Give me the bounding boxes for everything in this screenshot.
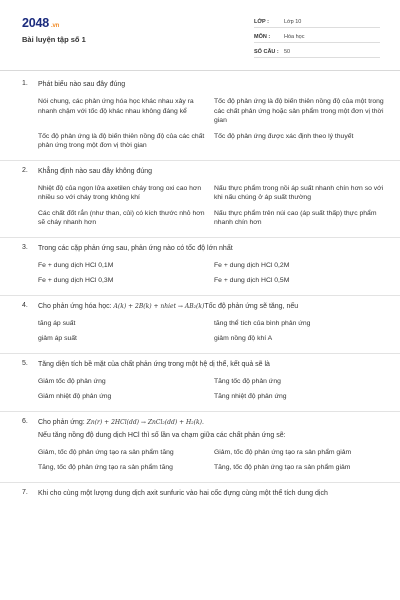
answer-option[interactable]: Giảm, tốc độ phản ứng tạo ra sản phẩm tăng: [38, 448, 174, 456]
header-divider: [0, 70, 400, 71]
question-divider: [0, 353, 400, 354]
question-divider: [0, 482, 400, 483]
meta-key: LỚP :: [254, 18, 269, 25]
question-number: 1.: [22, 80, 28, 87]
site-logo[interactable]: [22, 16, 59, 30]
answer-option[interactable]: Tốc độ phản ứng được xác định theo lý thuyết: [214, 132, 354, 140]
logo-suffix: .vn: [51, 23, 60, 29]
question-stem: Phát biểu nào sau đây đúng: [38, 81, 126, 88]
question-divider: [0, 160, 400, 161]
question-number: 6.: [22, 417, 28, 425]
question-divider: [0, 295, 400, 296]
answer-option[interactable]: Tốc độ phản ứng là độ biến thiên nồng độ của một trong các chất phản ứng hoặc sản phẩm trong một đơn vị thời gian: [214, 98, 384, 124]
question-stem-line2: Nếu tăng nồng độ dung dịch HCl thì số lần va chạm giữa các chất phản ứng sẽ:: [38, 431, 286, 439]
question-stem: [38, 418, 384, 428]
question-stem: Tăng diện tích bề mặt của chất phản ứng trong một hệ dị thể, kết quả sẽ là: [38, 360, 270, 368]
meta-key: MÔN :: [254, 33, 271, 40]
answer-option[interactable]: Tăng tốc độ phản ứng: [214, 377, 281, 385]
answer-option[interactable]: Nói chung, các phản ứng hóa học khác nhau xảy ra nhanh chậm với tốc độ khác nhau không đáng kể: [38, 98, 194, 115]
answer-option[interactable]: Fe + dung dịch HCl 0,2M: [214, 261, 290, 269]
answer-options: [38, 181, 384, 231]
worksheet-header: [0, 0, 400, 64]
question-1: [0, 80, 400, 154]
answer-option[interactable]: Giảm nhiệt độ phản ứng: [38, 393, 112, 400]
answer-option[interactable]: Tăng nhiệt độ phản ứng: [214, 393, 287, 400]
answer-option[interactable]: Nấu thực phẩm trong nồi áp suất nhanh chín hơn so với khi nấu chúng ở áp suất thường: [214, 184, 384, 201]
question-4: [0, 302, 400, 347]
meta-row-class: [254, 16, 380, 28]
meta-row-subject: [254, 31, 380, 43]
question-stem: [38, 302, 384, 312]
answer-options: [38, 316, 384, 347]
question-stem: Khẳng định nào sau đây không đúng: [38, 167, 153, 175]
worksheet-title: Bài luyện tập số 1: [22, 35, 86, 44]
question-divider: [0, 411, 400, 412]
answer-option[interactable]: Fe + dung dịch HCl 0,1M: [38, 261, 114, 269]
question-number: 5.: [22, 359, 28, 367]
answer-option[interactable]: Tốc độ phản ứng là độ biến thiên nồng độ của các chất phản ứng trong một đơn vị thời gian: [38, 132, 205, 149]
meta-value: Lớp 10: [284, 18, 302, 25]
answer-option[interactable]: Các chất đốt rắn (như than, củi) có kích thước nhỏ hơn sẽ cháy nhanh hơn: [38, 209, 205, 226]
question-divider: [0, 237, 400, 238]
reaction-equation: Zn(r) + 2HCl(dd) → ZnCl₂(dd) + H₂(k).: [86, 418, 204, 426]
question-number: 4.: [22, 301, 28, 309]
stem-text: Tốc độ phản ứng sẽ tăng, nếu: [204, 302, 299, 310]
answer-option[interactable]: tăng áp suất: [38, 319, 76, 327]
question-6: [0, 418, 400, 476]
answer-option[interactable]: tăng thể tích của bình phản ứng: [214, 319, 311, 327]
meta-value: Hóa học: [284, 33, 305, 40]
question-3: [0, 244, 400, 289]
answer-option[interactable]: Giảm tốc độ phản ứng: [38, 377, 106, 385]
worksheet-meta: [254, 16, 380, 61]
question-list: [0, 80, 400, 499]
answer-option[interactable]: Tăng, tốc độ phản ứng tạo ra sản phẩm giảm: [214, 464, 351, 471]
reaction-equation: A(k) + 2B(k) + nhiet → AB₂(k): [113, 302, 205, 310]
question-7: [0, 489, 400, 499]
question-number: 2.: [22, 166, 28, 174]
stem-text: Cho phản ứng:: [38, 418, 87, 426]
logo-main: 2048: [22, 16, 50, 30]
answer-options: [38, 94, 384, 154]
question-stem: Trong các cặp phản ứng sau, phản ứng nào có tốc độ lớn nhất: [38, 244, 233, 252]
meta-value: 50: [284, 48, 291, 55]
answer-option[interactable]: giảm nồng độ khí A: [214, 335, 273, 342]
stem-text: Cho phản ứng hóa học:: [38, 302, 114, 310]
answer-option[interactable]: Nấu thực phẩm trên núi cao (áp suất thấp) thực phẩm nhanh chín hơn: [214, 209, 377, 226]
answer-options: [38, 374, 384, 405]
question-number: 3.: [22, 243, 28, 251]
question-5: [0, 360, 400, 405]
answer-options: [38, 258, 384, 289]
answer-option[interactable]: Fe + dung dịch HCl 0,3M: [38, 277, 114, 284]
answer-option[interactable]: Giảm, tốc độ phản ứng tạo ra sản phẩm giảm: [214, 448, 352, 456]
meta-key: SỐ CÂU :: [254, 48, 279, 55]
question-2: [0, 167, 400, 231]
answer-option[interactable]: giảm áp suất: [38, 335, 77, 342]
answer-options: [38, 445, 384, 476]
answer-option[interactable]: Tăng, tốc độ phản ứng tạo ra sản phẩm tăng: [38, 464, 173, 471]
question-stem: Khi cho cùng một lượng dung dịch axit sunfuric vào hai cốc đựng cùng một thể tích dung dịch: [38, 489, 328, 497]
question-number: 7.: [22, 488, 28, 496]
answer-option[interactable]: Fe + dung dịch HCl 0,5M: [214, 277, 290, 284]
answer-option[interactable]: Nhiệt độ của ngọn lửa axetilen cháy trong oxi cao hơn nhiều so với cháy trong không khí: [38, 184, 202, 201]
meta-row-count: [254, 46, 380, 58]
